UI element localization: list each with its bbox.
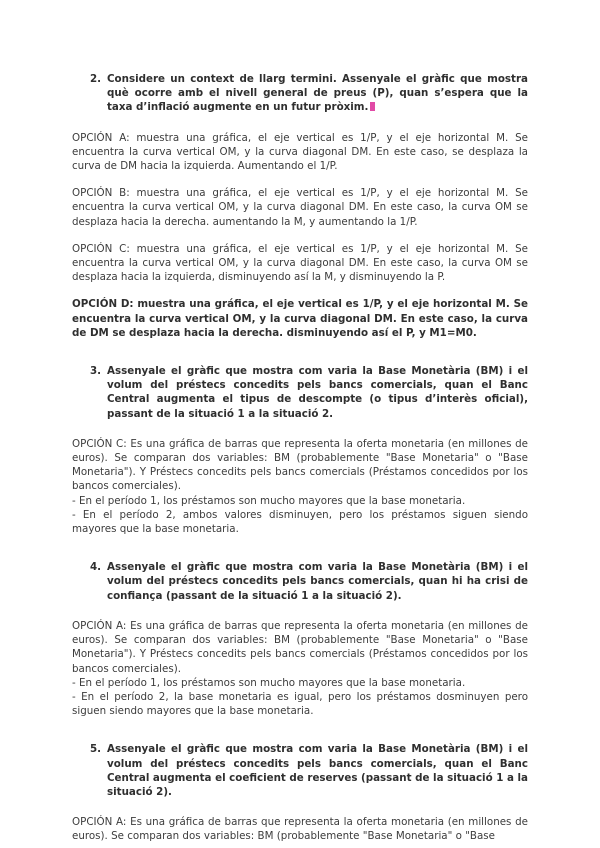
question-text: Assenyale el gràfic que mostra com varia la Base Monetària (BM) i el volum del préstecs concedits pels bancs comercials, quan hi ha crisi de confiança (passant de la situació 1 a la situació 2). bbox=[107, 561, 528, 602]
answer-line: - En el período 2, la base monetaria es igual, pero los préstamos dosminuyen pero siguen siendo mayores que la base monetaria. bbox=[72, 690, 528, 718]
option-c: OPCIÓN C: muestra una gráfica, el eje vertical es 1/P, y el eje horizontal M. Se encuentra la curva vertical OM, y la curva diagonal DM. En este caso, la curva OM se desplaza hacia la izquierda, disminuyendo así la M, y disminuyendo la P. bbox=[72, 242, 528, 284]
question-3 bbox=[90, 364, 528, 421]
question-number: 3. bbox=[90, 365, 102, 378]
question-2 bbox=[90, 72, 528, 115]
answer-line: - En el período 1, los préstamos son mucho mayores que la base monetaria. bbox=[72, 676, 466, 689]
question-number: 5. bbox=[90, 743, 102, 756]
question-number: 2. bbox=[90, 73, 102, 85]
question-5 bbox=[90, 742, 528, 799]
question-text: Assenyale el gràfic que mostra com varia la Base Monetària (BM) i el volum del préstecs concedits pels bancs comercials, quan el Banc Central augmenta el coeficient de reserves (passant de la situació 1 a la situació 2). bbox=[107, 743, 529, 798]
option-b: OPCIÓN B: muestra una gráfica, el eje vertical es 1/P, y el eje horizontal M. Se encuentra la curva vertical OM, y la curva diagonal DM. En este caso, la curva OM se desplaza hacia la derecha. aumentando la M, y aumentando la 1/P. bbox=[72, 187, 528, 228]
question-text: Assenyale el gràfic que mostra com varia la Base Monetària (BM) i el volum del préstecs concedits pels bancs comercials, quan el Banc Central augmenta el tipus de descompte (o tipus d’interès oficial), passant de la situació 1 a la situació 2. bbox=[107, 365, 528, 420]
option-a: OPCIÓN A: muestra una gráfica, el eje vertical es 1/P, y el eje horizontal M. Se encuentra la curva vertical OM, y la curva diagonal DM. En este caso, se desplaza la curva de DM hacia la izquierda. Aumentando el 1/P. bbox=[72, 131, 528, 173]
answer-line: - En el período 1, los préstamos son mucho mayores que la base monetaria. bbox=[72, 494, 466, 507]
highlight-marker bbox=[370, 102, 375, 111]
answer-intro: OPCIÓN C: Es una gráfica de barras que representa la oferta monetaria (en millones de euros). Se comparan dos variables: BM (probablemente "Base Monetaria" o "Base Monetaria"). Y Préstecs concedits pels bancs comercials (Préstamos concedidos por los bancos comerciales). bbox=[72, 437, 528, 493]
question-text: Considere un context de llarg termini. Assenyale el gràfic que mostra què ocorre amb el nivell general de preus (P), quan s’espera que la taxa d’inflació augmente en un futur pròxim. bbox=[107, 73, 528, 114]
question-4 bbox=[90, 560, 528, 603]
answer-line: - En el período 2, ambos valores disminuyen, pero los préstamos siguen siendo mayores que la base monetaria. bbox=[72, 508, 528, 536]
option-d: OPCIÓN D: muestra una gráfica, el eje vertical es 1/P, y el eje horizontal M. Se encuentra la curva vertical OM, y la curva diagonal DM. En este caso, la curva de DM se desplaza hacia la derecha. disminuyendo así el P, y M1=M0. bbox=[72, 298, 528, 339]
answer-intro: OPCIÓN A: Es una gráfica de barras que representa la oferta monetaria (en millones de euros). Se comparan dos variables: BM (probablemente "Base Monetaria" o "Base bbox=[72, 816, 528, 843]
question-number: 4. bbox=[90, 561, 102, 574]
answer-intro: OPCIÓN A: Es una gráfica de barras que representa la oferta monetaria (en millones de euros). Se comparan dos variables: BM (probablemente "Base Monetaria" o "Base Monetaria"). Y Préstecs concedits pels bancs comercials (Préstamos concedidos por los bancos comerciales). bbox=[72, 619, 528, 675]
